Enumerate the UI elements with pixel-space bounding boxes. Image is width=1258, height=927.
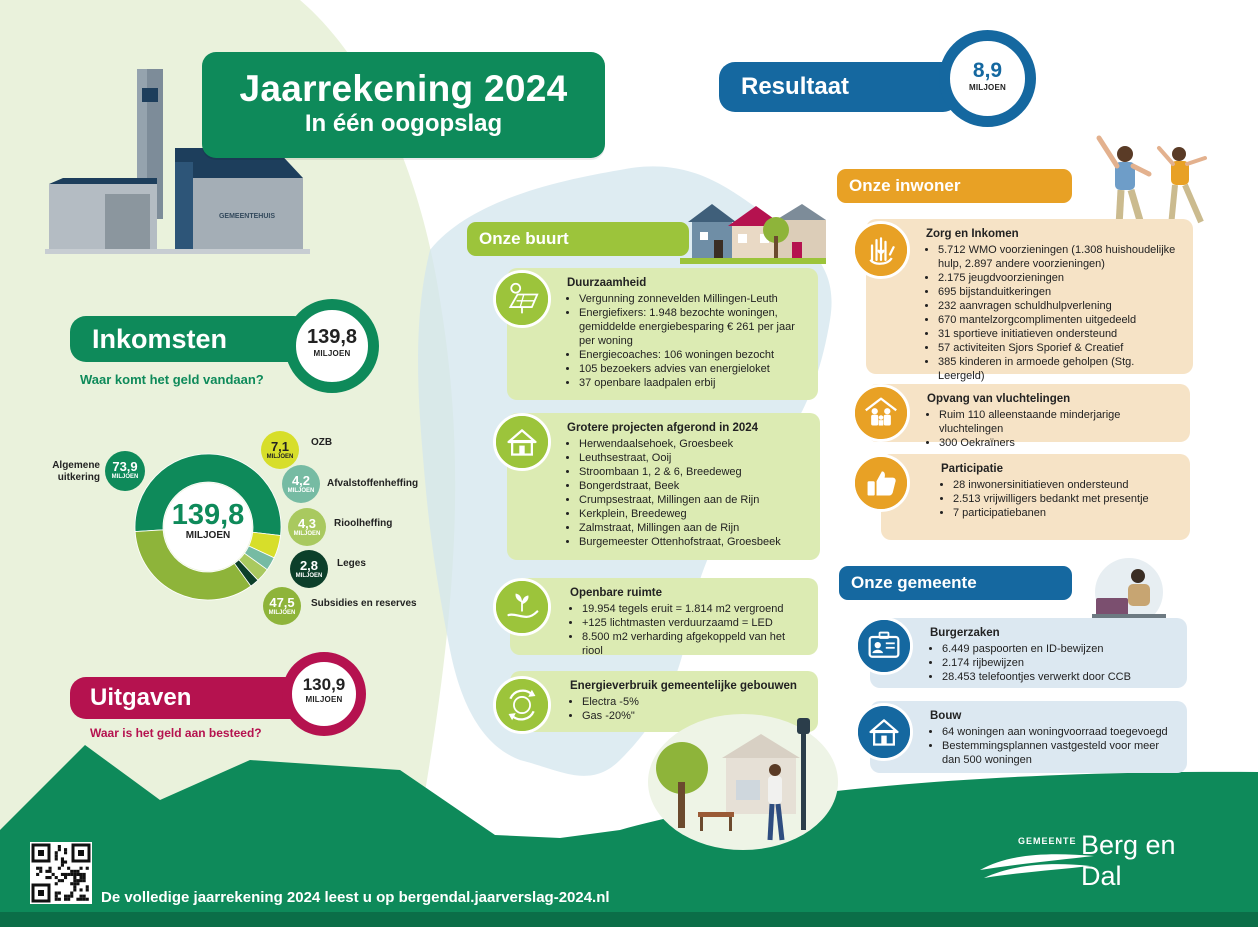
result-unit: MILJOEN — [969, 83, 1006, 92]
card-item: • Gas -20%" — [582, 709, 808, 723]
card-item-list — [930, 642, 1177, 684]
segment-value: 47,5 — [269, 595, 295, 610]
card-title: Openbare ruimte — [570, 587, 663, 599]
street-scene-illustration — [648, 712, 838, 850]
income-unit: MILJOEN — [313, 349, 351, 358]
card-title: Duurzaamheid — [567, 277, 647, 289]
card-item: • Bongerdstraat, Beek — [579, 479, 810, 493]
card-item: • +125 lichtmasten verduurzaamd = LED — [582, 616, 808, 630]
donut-center-value: 139,8 — [171, 499, 245, 531]
segment-value: 2,8 — [299, 558, 319, 573]
card-item: • 28.453 telefoontjes verwerkt door CCB — [942, 670, 1177, 684]
expenses-circle — [282, 652, 366, 736]
page-subtitle: In één oogopslag — [304, 110, 503, 137]
inwoner-card-3 — [881, 454, 1190, 540]
segment-label-leges: Leges — [337, 558, 366, 569]
card-item: • 57 activiteiten Sjors Sporief & Creatief — [938, 341, 1183, 355]
card-item: • 6.449 paspoorten en ID-bewijzen — [942, 642, 1177, 656]
qr-code[interactable] — [30, 842, 92, 904]
card-item: • 105 bezoekers advies van energieloket — [579, 362, 808, 376]
card-item: • 385 kinderen in armoede geholpen (Stg. Leergeld) — [938, 355, 1183, 383]
income-circle — [285, 299, 379, 393]
section-title: Onze buurt — [479, 229, 569, 248]
page-title: Jaarrekening 2024 — [239, 68, 568, 109]
plant-hand-icon — [493, 578, 551, 636]
segment-unit: MILJOEN — [293, 531, 321, 537]
card-item: • 2.513 vrijwilligers bedankt met presentje — [953, 492, 1180, 506]
family-shelter-icon — [852, 384, 910, 442]
gemeente-card-1 — [870, 618, 1187, 688]
result-circle — [939, 30, 1036, 127]
segment-value: 4,2 — [291, 473, 311, 488]
result-pill — [719, 62, 959, 112]
inwoner-card-2 — [867, 384, 1190, 449]
card-item: • Bestemmingsplannen vastgesteld voor meer dan 500 woningen — [942, 739, 1177, 767]
house-icon — [855, 703, 913, 761]
card-item: • Herwendaalsehoek, Groesbeek — [579, 437, 810, 451]
thumbs-up-icon — [852, 454, 910, 512]
card-title: Zorg en Inkomen — [926, 228, 1019, 240]
result-value: 8,9 — [972, 59, 1003, 82]
segment-label-afvalstoffenheffing: Afvalstoffenheffing — [327, 478, 419, 489]
buurt-card-3 — [510, 578, 818, 655]
caring-hand-icon — [852, 221, 910, 279]
card-item: • Burgemeester Ottenhofstraat, Groesbeek — [579, 535, 810, 549]
card-item: • 37 openbare laadpalen erbij — [579, 376, 808, 390]
card-item: • Ruim 110 alleenstaande minderjarige vluchtelingen — [939, 408, 1180, 436]
segment-value: 4,3 — [297, 516, 317, 531]
title-banner — [202, 52, 605, 158]
card-item: • Zalmstraat, Millingen aan de Rijn — [579, 521, 810, 535]
segment-label-algemene-uitkering: Algemene uitkering — [52, 460, 100, 483]
donut-center — [168, 500, 248, 541]
card-item: • 670 mantelzorgcomplimenten uitgedeeld — [938, 313, 1183, 327]
buurt-card-1 — [507, 268, 818, 400]
card-item: • Stroombaan 1, 2 & 6, Breedeweg — [579, 465, 810, 479]
section-tab-onze-gemeente — [839, 566, 1072, 600]
income-label: Inkomsten — [92, 324, 228, 354]
card-item: • Leuthsestraat, Ooij — [579, 451, 810, 465]
segment-badge-ozb — [261, 431, 299, 469]
card-item: • 5.712 WMO voorzieningen (1.308 huishoudelijke hulp, 2.897 andere voorzieningen) — [938, 243, 1183, 271]
house-icon — [493, 413, 551, 471]
card-item: • Electra -5% — [582, 695, 808, 709]
logo-small-text: GEMEENTE — [1018, 836, 1077, 846]
donut-center-unit: MILJOEN — [185, 530, 231, 541]
income-value: 139,8 — [306, 326, 358, 348]
buurt-card-2 — [507, 413, 820, 560]
segment-label-rioolheffing: Rioolheffing — [334, 518, 393, 529]
card-item: • 2.174 rijbewijzen — [942, 656, 1177, 670]
bottom-dark-strip — [0, 912, 1258, 927]
segment-badge-afvalstoffenheffing — [282, 465, 320, 503]
segment-unit: MILJOEN — [295, 573, 323, 579]
section-title: Onze gemeente — [851, 573, 977, 592]
card-item-list — [567, 292, 808, 390]
card-item: • 232 aanvragen schuldhulpverlening — [938, 299, 1183, 313]
card-item: • 300 Oekraïners — [939, 436, 1180, 450]
segment-label-ozb: OZB — [311, 437, 333, 448]
expenses-label: Uitgaven — [90, 684, 192, 711]
building-sign: GEMEENTEHUIS — [218, 213, 276, 220]
card-title: Grotere projecten afgerond in 2024 — [567, 422, 759, 434]
segment-unit: MILJOEN — [268, 610, 296, 616]
card-item-list — [927, 408, 1180, 450]
card-item: • 2.175 jeugdvoorzieningen — [938, 271, 1183, 285]
gemeente-card-2 — [870, 701, 1187, 773]
houses-illustration — [680, 196, 826, 264]
card-item: • Vergunning zonnevelden Millingen-Leuth — [579, 292, 808, 306]
segment-badge-subsidies — [263, 587, 301, 625]
income-question: Waar komt het geld vandaan? — [80, 372, 264, 387]
logo-hills-icon — [978, 846, 1096, 880]
card-item: • 28 inwonersinitiatieven ondersteund — [953, 478, 1180, 492]
income-pill — [70, 316, 310, 362]
card-item-list — [941, 478, 1180, 520]
card-title: Opvang van vluchtelingen — [927, 393, 1071, 405]
card-item: • 7 participatiebanen — [953, 506, 1180, 520]
logo-big-text: Berg en Dal — [1081, 830, 1176, 891]
expenses-pill — [70, 677, 310, 719]
segment-value: 73,9 — [112, 459, 138, 474]
id-card-icon — [855, 617, 913, 675]
card-item: • 8.500 m2 verharding afgekoppeld van het riool — [582, 630, 808, 658]
footer-link-text[interactable]: De volledige jaarrekening 2024 leest u op bergendal.jaarverslag-2024.nl — [101, 889, 610, 906]
expenses-value: 130,9 — [302, 675, 346, 694]
card-title: Energieverbruik gemeentelijke gebouwen — [570, 680, 797, 692]
segment-badge-algemene-uitkering — [105, 451, 145, 491]
solar-panel-icon — [493, 270, 551, 328]
card-item: • Kerkplein, Breedeweg — [579, 507, 810, 521]
segment-badge-leges — [290, 550, 328, 588]
segment-unit: MILJOEN — [111, 474, 139, 480]
card-item: • 31 sportieve initiatieven ondersteund — [938, 327, 1183, 341]
card-item: • Crumpsestraat, Millingen aan de Rijn — [579, 493, 810, 507]
card-item: • 19.954 tegels eruit = 1.814 m2 vergroend — [582, 602, 808, 616]
desk-worker-illustration — [1086, 558, 1172, 626]
card-item: • Energiefixers: 1.948 bezochte woningen, gemiddelde energiebesparing € 261 per jaar per woning — [579, 306, 808, 348]
result-label: Resultaat — [741, 73, 850, 100]
segment-label-subsidies: Subsidies en reserves — [311, 598, 417, 609]
card-item: • 64 woningen aan woningvoorraad toegevoegd — [942, 725, 1177, 739]
gemeente-logo — [978, 828, 1223, 891]
segment-unit: MILJOEN — [266, 454, 294, 460]
card-item-list — [570, 602, 808, 658]
section-tab-onze-buurt — [467, 222, 689, 256]
section-tab-onze-inwoner — [837, 169, 1072, 203]
card-title: Burgerzaken — [930, 627, 1000, 639]
card-item-list — [930, 725, 1177, 767]
card-item: • Energiecoaches: 106 woningen bezocht — [579, 348, 808, 362]
card-title: Bouw — [930, 710, 962, 722]
expenses-unit: MILJOEN — [305, 695, 343, 704]
segment-value: 7,1 — [270, 439, 290, 454]
recycle-globe-icon — [493, 676, 551, 734]
expenses-question: Waar is het geld aan besteed? — [90, 726, 262, 740]
inwoner-card-1 — [866, 219, 1193, 382]
segment-unit: MILJOEN — [287, 488, 315, 494]
card-title: Participatie — [941, 463, 1003, 475]
card-item-list — [567, 437, 810, 549]
segment-badge-rioolheffing — [288, 508, 326, 546]
card-item-list — [926, 243, 1183, 383]
card-item: • 695 bijstanduitkeringen — [938, 285, 1183, 299]
section-title: Onze inwoner — [849, 176, 961, 195]
